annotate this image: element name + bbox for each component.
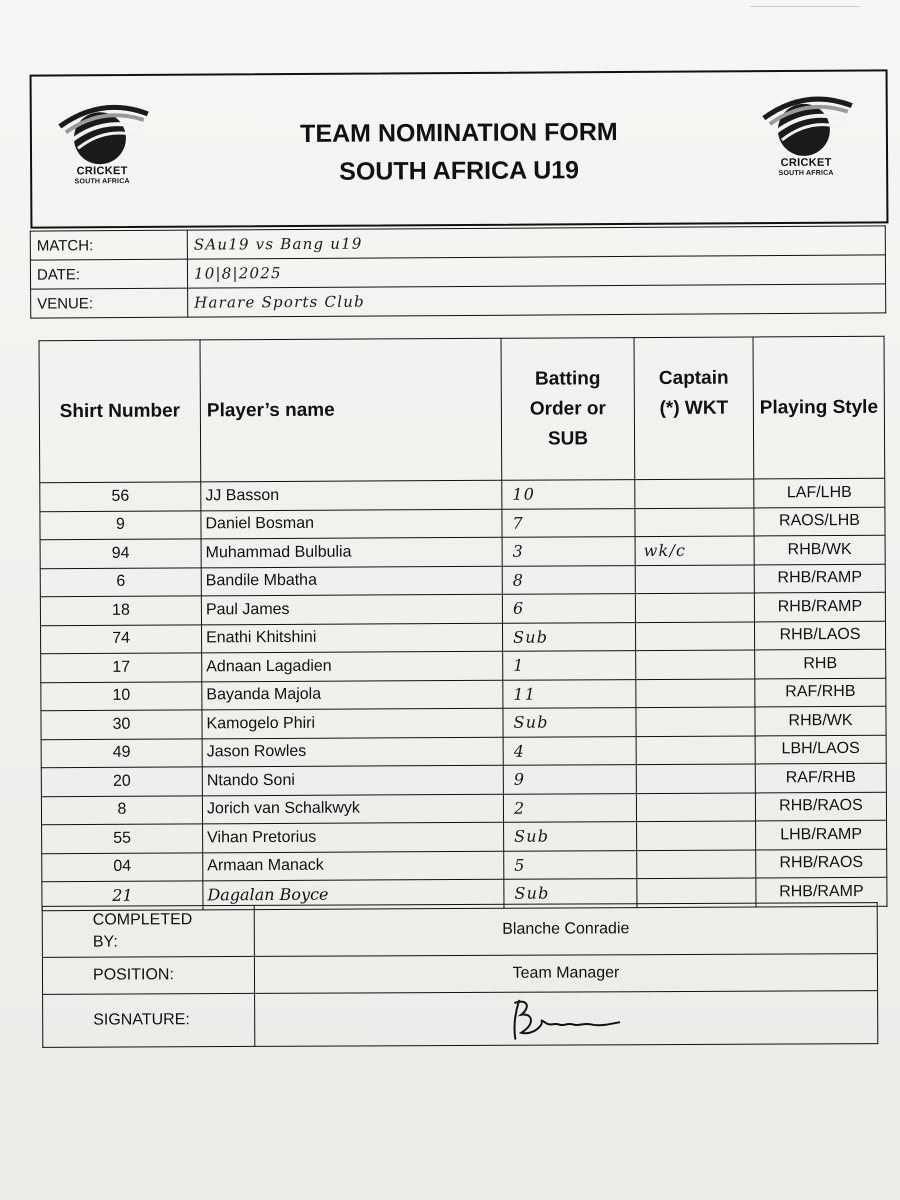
playing-style-cell: RAF/RHB — [755, 678, 886, 707]
player-name-cell: Kamogelo Phiri — [202, 708, 503, 738]
cricket-ball-logo-icon — [756, 88, 856, 159]
captain-wkt-header: Captain (*) WKT — [634, 337, 754, 480]
batting-order-cell: 2 — [503, 793, 636, 822]
player-name-cell: Jorich van Schalkwyk — [202, 794, 503, 824]
completed-by-value: Blanche Conradie — [254, 903, 877, 957]
playing-style-header: Playing Style — [753, 336, 885, 479]
date-label: DATE: — [30, 259, 187, 289]
form-title — [232, 113, 686, 192]
player-row — [40, 592, 885, 625]
captain-cell — [636, 735, 755, 764]
batting-order-cell: 1 — [503, 651, 636, 680]
playing-style-cell: RAOS/LHB — [754, 507, 885, 536]
logo-text: CRICKET SOUTH AFRICA — [778, 156, 834, 177]
player-row — [42, 849, 887, 882]
player-name-cell: Paul James — [201, 594, 502, 624]
captain-cell — [636, 792, 755, 821]
captain-cell — [635, 507, 754, 536]
signature-row — [43, 991, 878, 1048]
match-label: MATCH: — [30, 230, 187, 260]
position-row — [42, 954, 877, 995]
shirt-number-cell: 10 — [41, 681, 202, 710]
captain-cell — [635, 479, 754, 508]
batting-order-cell: 9 — [503, 765, 636, 794]
shirt-number-cell: 74 — [41, 624, 202, 653]
shirt-number-cell: 94 — [40, 539, 201, 568]
batting-order-cell: 5 — [504, 850, 637, 879]
player-name-cell: Bandile Mbatha — [201, 566, 502, 596]
batting-order-cell: Sub — [502, 622, 635, 651]
position-value: Team Manager — [254, 954, 877, 994]
playing-style-cell: RHB/WK — [755, 706, 886, 735]
playing-style-cell: RHB/RAMP — [754, 564, 885, 593]
shirt-number-cell: 21 — [42, 881, 203, 910]
players-header-row — [39, 336, 885, 482]
player-row — [41, 735, 886, 768]
player-row — [41, 706, 886, 739]
player-name-cell: JJ Basson — [201, 480, 502, 510]
captain-cell — [637, 849, 756, 878]
player-name-cell: Armaan Manack — [203, 851, 504, 881]
shirt-number-cell: 30 — [41, 710, 202, 739]
player-name-cell: Adnaan Lagadien — [202, 651, 503, 681]
captain-cell — [635, 621, 754, 650]
form-header — [30, 69, 889, 228]
signature-value — [255, 991, 878, 1047]
position-label: POSITION: — [42, 956, 254, 994]
title-line-2: SOUTH AFRICA U19 — [339, 156, 580, 186]
title-line-1: TEAM NOMINATION FORM — [300, 118, 618, 148]
playing-style-cell: RHB/RAMP — [754, 592, 885, 621]
player-row — [41, 649, 886, 682]
players-table — [39, 336, 888, 911]
venue-row — [31, 284, 886, 318]
batting-order-cell: 6 — [502, 594, 635, 623]
shirt-number-cell: 6 — [40, 567, 201, 596]
playing-style-cell: RHB/RAOS — [756, 849, 887, 878]
player-row — [41, 763, 886, 796]
completed-by-table — [42, 902, 879, 1048]
playing-style-cell: RAF/RHB — [755, 763, 886, 792]
shirt-number-cell: 9 — [40, 510, 201, 539]
captain-cell: wk/c — [635, 536, 754, 565]
player-name-cell: Jason Rowles — [202, 737, 503, 767]
batting-order-cell: Sub — [503, 708, 636, 737]
venue-label: VENUE: — [31, 288, 188, 318]
player-row — [40, 507, 885, 540]
venue-value: Harare Sports Club — [188, 284, 886, 317]
playing-style-cell: RHB — [755, 649, 886, 678]
completed-by-label: COMPLETED BY: — [42, 905, 254, 957]
shirt-number-header: Shirt Number — [39, 340, 201, 483]
shirt-number-cell: 18 — [40, 596, 201, 625]
batting-order-cell: 8 — [502, 565, 635, 594]
completed-by-row — [42, 903, 877, 958]
paper-corner-mark — [750, 0, 860, 7]
player-name-cell: Muhammad Bulbulia — [201, 537, 502, 567]
batting-order-cell: 11 — [503, 679, 636, 708]
player-name-cell: Daniel Bosman — [201, 509, 502, 539]
player-row — [40, 478, 885, 511]
match-value: SAu19 vs Bang u19 — [187, 226, 885, 259]
batting-order-cell: 7 — [502, 508, 635, 537]
player-row — [41, 792, 886, 825]
batting-order-cell: Sub — [504, 879, 637, 908]
player-row — [40, 535, 885, 568]
batting-order-cell: Sub — [504, 822, 637, 851]
cricket-sa-logo-right — [756, 88, 857, 199]
captain-cell — [636, 764, 755, 793]
captain-cell — [636, 707, 755, 736]
shirt-number-cell: 55 — [42, 824, 203, 853]
player-name-header: Player’s name — [200, 338, 502, 482]
playing-style-cell: RHB/WK — [754, 535, 885, 564]
shirt-number-cell: 56 — [40, 482, 201, 511]
match-info-table — [30, 225, 887, 318]
shirt-number-cell: 20 — [41, 767, 202, 796]
batting-order-cell: 4 — [503, 736, 636, 765]
logo-text: CRICKET SOUTH AFRICA — [74, 165, 130, 185]
player-row — [42, 820, 887, 853]
player-row — [41, 621, 886, 654]
cricket-ball-logo-icon — [52, 96, 152, 167]
batting-order-cell: 10 — [502, 480, 635, 509]
batting-order-header: Batting Order or SUB — [501, 338, 635, 481]
captain-cell — [637, 821, 756, 850]
playing-style-cell: RHB/RAOS — [755, 792, 886, 821]
signature-label: SIGNATURE: — [43, 993, 255, 1047]
player-name-cell: Enathi Khitshini — [202, 623, 503, 653]
date-value: 10|8|2025 — [187, 255, 885, 288]
player-name-cell: Dagalan Boyce — [203, 879, 504, 909]
playing-style-cell: LBH/LAOS — [755, 735, 886, 764]
playing-style-cell: RHB/RAMP — [756, 877, 887, 906]
shirt-number-cell: 04 — [42, 852, 203, 881]
player-row — [41, 678, 886, 711]
player-name-cell: Ntando Soni — [202, 765, 503, 795]
cricket-sa-logo-left — [52, 96, 153, 207]
captain-cell — [635, 564, 754, 593]
handwritten-signature — [501, 994, 631, 1043]
playing-style-cell: RHB/LAOS — [754, 621, 885, 650]
captain-cell — [635, 593, 754, 622]
playing-style-cell: LAF/LHB — [754, 478, 885, 507]
shirt-number-cell: 17 — [41, 653, 202, 682]
batting-order-cell: 3 — [502, 537, 635, 566]
shirt-number-cell: 8 — [41, 795, 202, 824]
captain-cell — [636, 650, 755, 679]
captain-cell — [636, 678, 755, 707]
player-name-cell: Bayanda Majola — [202, 680, 503, 710]
player-row — [40, 564, 885, 597]
playing-style-cell: LHB/RAMP — [756, 820, 887, 849]
player-name-cell: Vihan Pretorius — [203, 822, 504, 852]
shirt-number-cell: 49 — [41, 738, 202, 767]
